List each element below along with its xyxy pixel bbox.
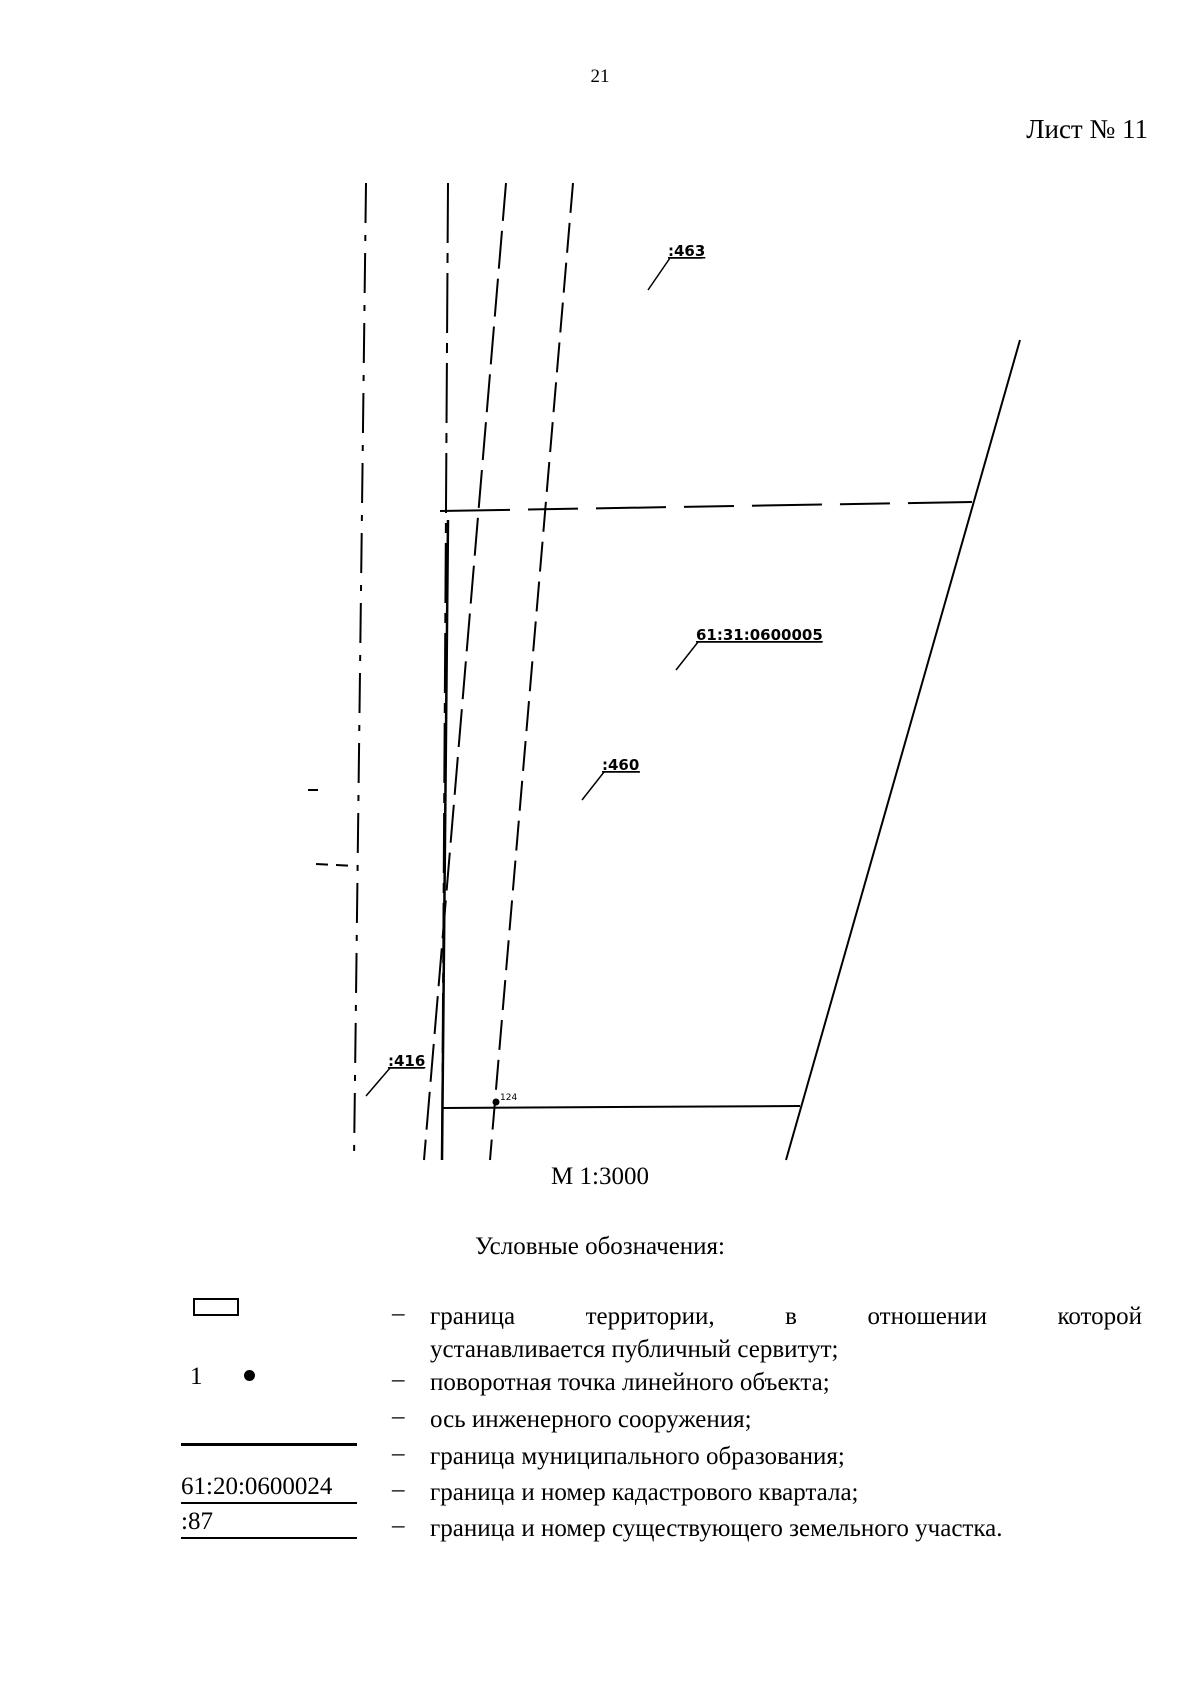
- legend-dash-5: –: [392, 1476, 405, 1503]
- legend-text-5: граница и номер кадастрового квартала;: [430, 1479, 859, 1506]
- quarter-label-main: 61:31:0600005: [696, 626, 823, 644]
- parcel-label-463: :463: [668, 242, 706, 260]
- leader-463: [648, 258, 702, 290]
- slanted-dashed-line-2: [490, 183, 573, 1160]
- legend-symbol-parcel-number: :87: [181, 1507, 357, 1539]
- page-number: 21: [590, 66, 610, 87]
- parcel-label-460: :460: [602, 756, 640, 774]
- legend-symbol-point-dot: [244, 1370, 255, 1381]
- leader-quarter: [676, 642, 822, 670]
- legend-text-4: граница муниципального образования;: [430, 1443, 845, 1470]
- legend-dash-3: –: [392, 1403, 405, 1430]
- legend-symbol-solid-line: [181, 1443, 357, 1446]
- legend-symbol-quarter-number: 61:20:0600024: [181, 1472, 357, 1504]
- left-mark-2: [316, 864, 356, 866]
- legend-dash-1: –: [392, 1300, 405, 1327]
- right-slanted-boundary: [786, 340, 1020, 1160]
- legend-symbol-point-number: 1: [190, 1363, 203, 1390]
- legend-text-1a: граница территории, в отношении которой: [430, 1303, 1142, 1330]
- leader-416: [366, 1068, 424, 1096]
- legend-symbol-rectangle: [193, 1298, 239, 1316]
- lower-horizontal-boundary: [442, 1106, 800, 1108]
- legend-title: Условные обозначения:: [474, 1233, 726, 1260]
- legend-text-6: граница и номер существующего земельного участка.: [430, 1515, 1003, 1542]
- legend-text-2: поворотная точка линейного объекта;: [430, 1369, 830, 1396]
- legend-text-3: ось инженерного сооружения;: [430, 1406, 752, 1433]
- legend-dash-2: –: [392, 1366, 405, 1393]
- slanted-dashed-line-1: [424, 183, 506, 1160]
- leader-460: [582, 772, 640, 800]
- parcel-label-416: :416: [388, 1052, 426, 1070]
- turning-point-124: [493, 1099, 500, 1106]
- legend-text-1b: устанавливается публичный сервитут;: [430, 1336, 839, 1363]
- upper-horizontal-boundary: [440, 502, 972, 511]
- boundary-line-left: [354, 183, 366, 1160]
- point-label-124: 124: [500, 1093, 518, 1103]
- map-scale: М 1:3000: [551, 1163, 649, 1190]
- sheet-label: Лист № 11: [1026, 114, 1148, 144]
- legend-dash-4: –: [392, 1440, 405, 1467]
- legend-dash-6: –: [392, 1512, 405, 1539]
